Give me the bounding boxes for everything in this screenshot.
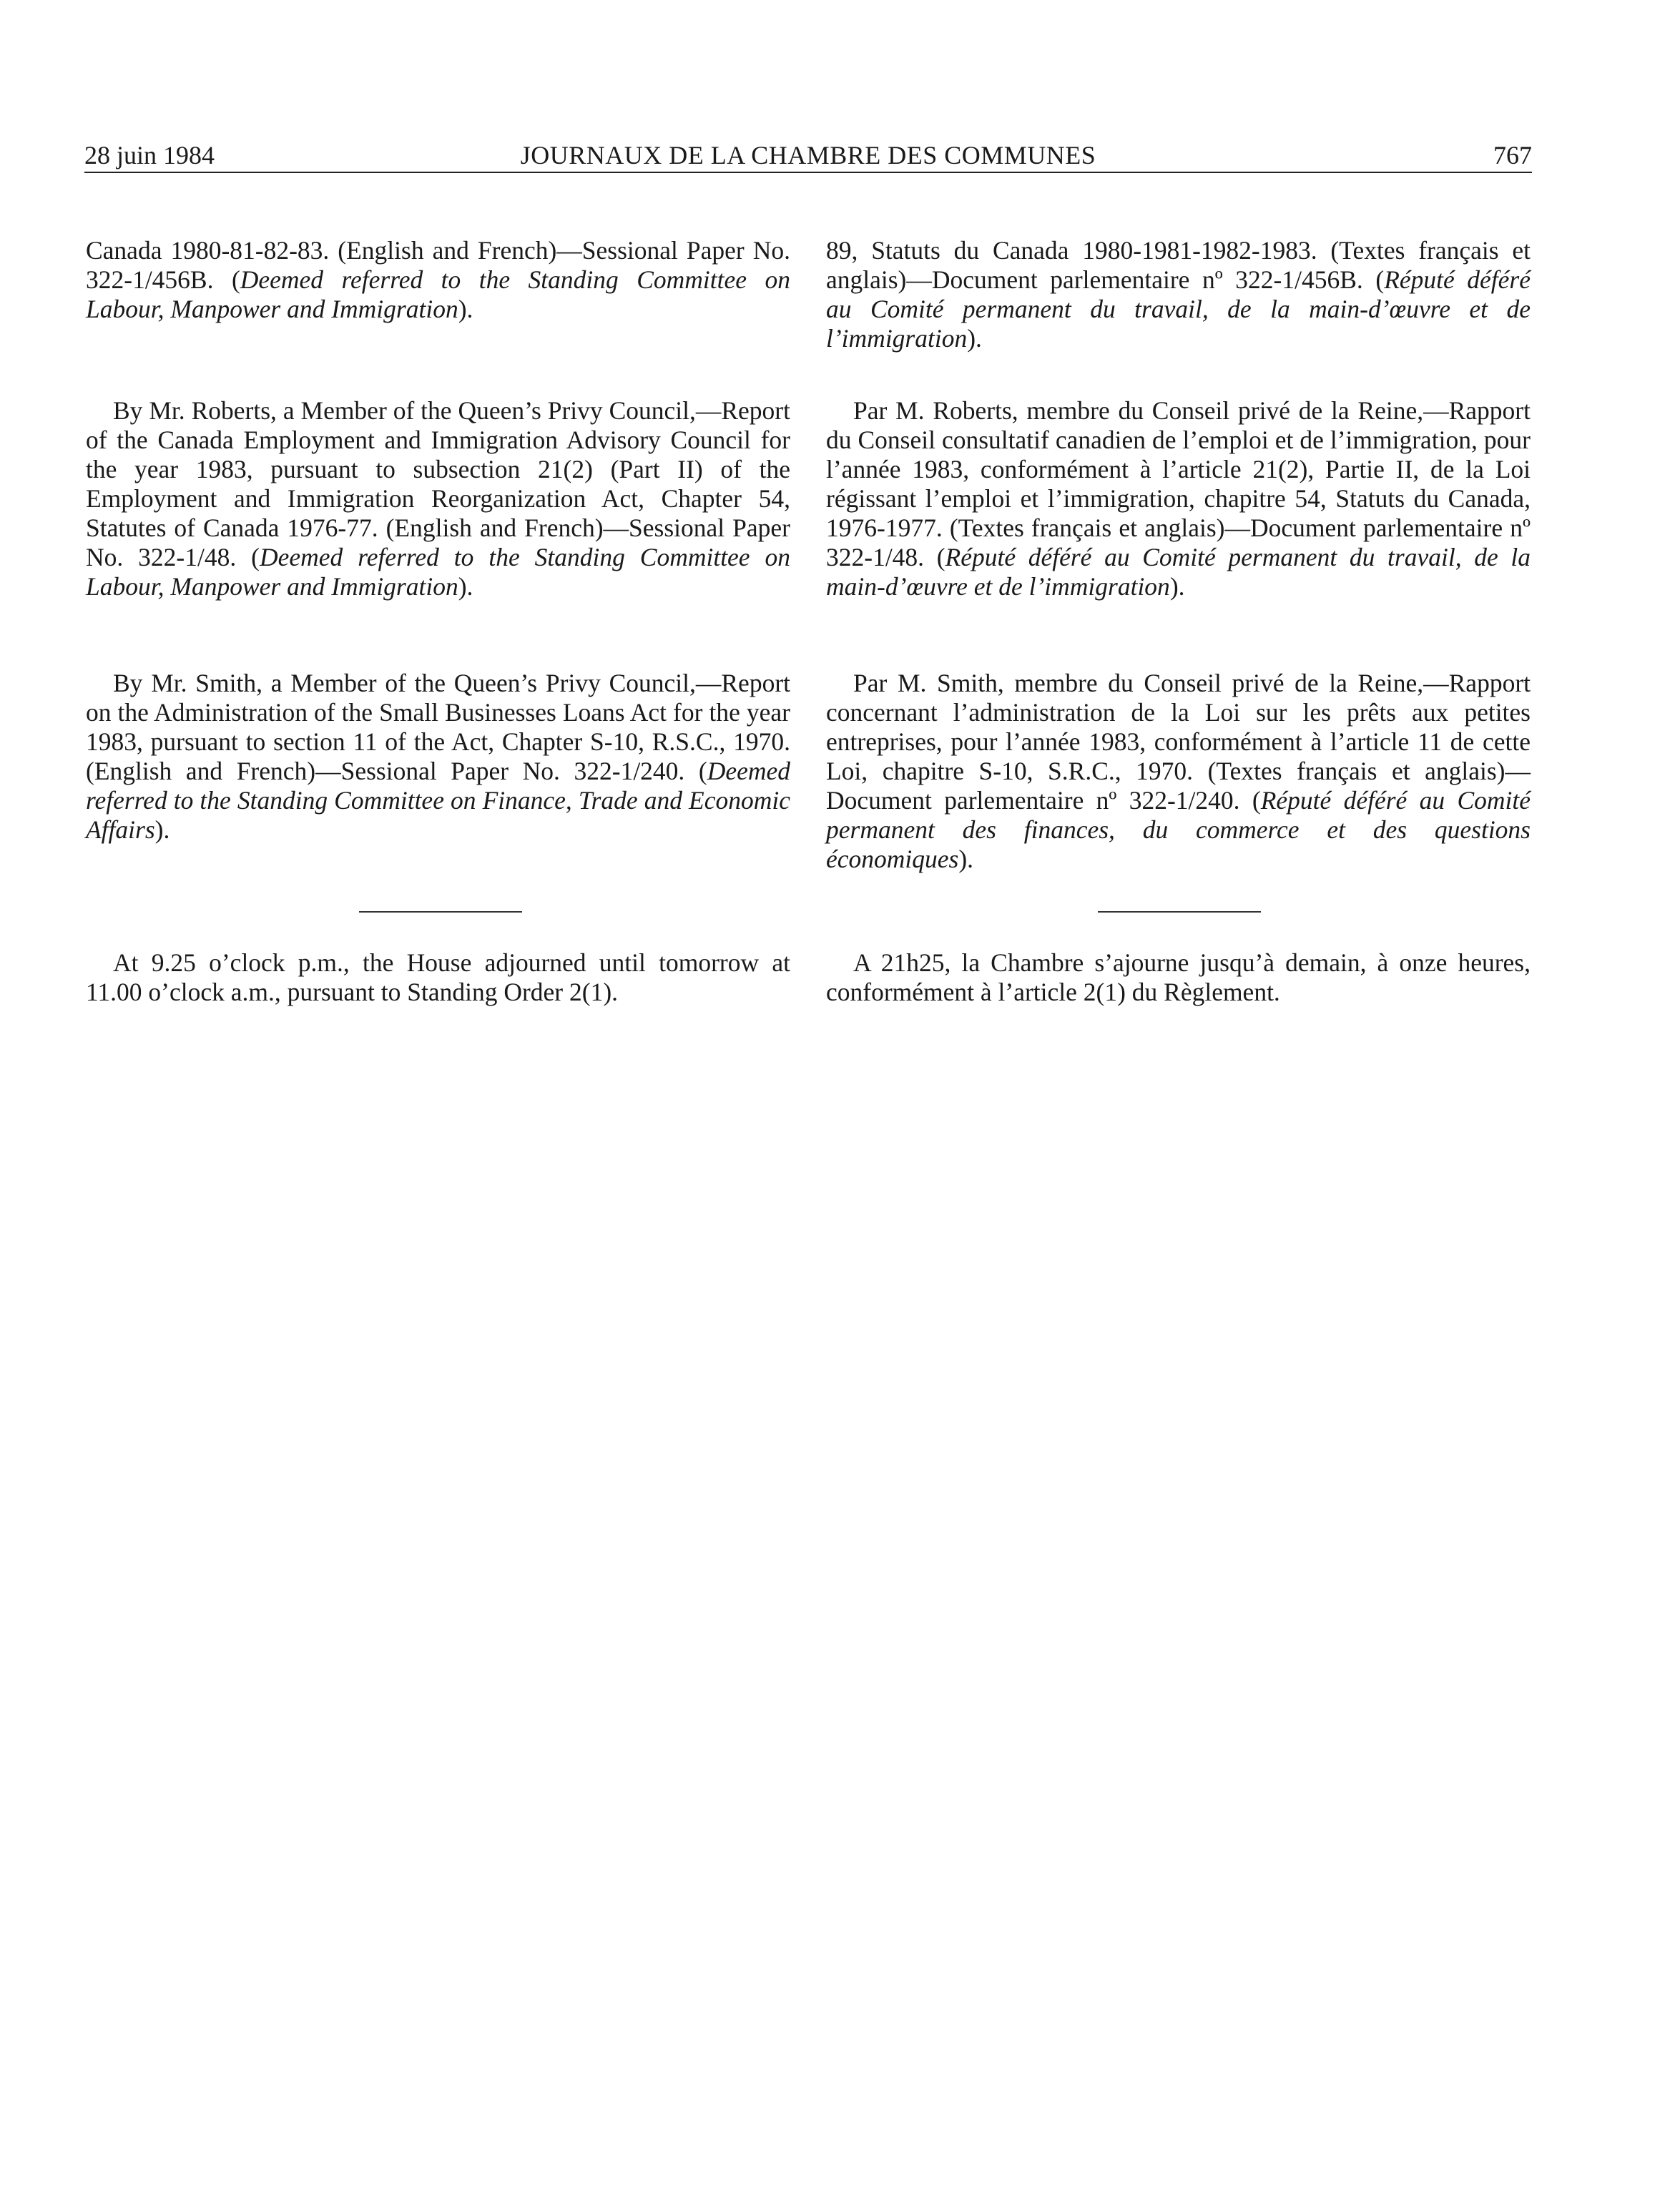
- english-paragraph-3: By Mr. Smith, a Member of the Queen’s Privy Council,—Report on the Administration of the Small Businesses Loans Act for the year 1983, pursuant to section 11 of the Act, Chapter S-10, R.S.C., 1970. (English and French)—Sessional Paper No. 322-1/240. (Deemed referred to the Standing Committee on Finance, Trade and Economic Affairs).: [86, 669, 790, 844]
- english-paragraph-4: At 9.25 o’clock p.m., the House adjourned until tomorrow at 11.00 o’clock a.m., pursuant to Standing Order 2(1).: [86, 948, 790, 1006]
- english-separator: [359, 911, 522, 913]
- french-paragraph-3: Par M. Smith, membre du Conseil privé de la Reine,—Rapport concernant l’administration de la Loi sur les prêts aux petites entreprises, pour l’année 1983, conformément à l’article 11 de cette Loi, chapitre S-10, S.R.C., 1970. (Textes français et anglais)—Document parlementaire nº 322-1/240. (Réputé déféré au Comité permanent des finances, du commerce et des questions économiques).: [826, 669, 1531, 873]
- french-paragraph-2: Par M. Roberts, membre du Conseil privé de la Reine,—Rapport du Conseil consultatif canadien de l’emploi et de l’immigration, pour l’année 1983, conformément à l’article 21(2), Partie II, de la Loi régissant l’emploi et l’immigration, chapitre 54, Statuts du Canada, 1976-1977. (Textes français et anglais)—Document parlementaire nº 322-1/48. (Réputé déféré au Comité permanent du travail, de la main-d’œuvre et de l’immigration).: [826, 396, 1531, 601]
- french-paragraph-1: 89, Statuts du Canada 1980-1981-1982-1983. (Textes français et anglais)—Document parlementaire nº 322-1/456B. (Réputé déféré au Comité permanent du travail, de la main-d’œuvre et de l’immigration).: [826, 236, 1531, 353]
- header-date: 28 juin 1984: [84, 141, 215, 169]
- french-paragraph-4: A 21h25, la Chambre s’ajourne jusqu’à demain, à onze heures, conformément à l’article 2(1) du Règlement.: [826, 948, 1531, 1006]
- english-paragraph-2: By Mr. Roberts, a Member of the Queen’s Privy Council,—Report of the Canada Employment and Immigration Advisory Council for the year 1983, pursuant to subsection 21(2) (Part II) of the Employment and Immigration Reorganization Act, Chapter 54, Statutes of Canada 1976-77. (English and French)—Sessional Paper No. 322-1/48. (Deemed referred to the Standing Committee on Labour, Manpower and Immigration).: [86, 396, 790, 601]
- header-page-number: 767: [1493, 141, 1532, 169]
- page-header: [84, 139, 1532, 172]
- english-paragraph-1: Canada 1980-81-82-83. (English and French)—Sessional Paper No. 322-1/456B. (Deemed referred to the Standing Committee on Labour, Manpower and Immigration).: [86, 236, 790, 323]
- header-rule: [84, 172, 1532, 173]
- header-title: JOURNAUX DE LA CHAMBRE DES COMMUNES: [520, 141, 1096, 169]
- french-separator: [1098, 911, 1261, 913]
